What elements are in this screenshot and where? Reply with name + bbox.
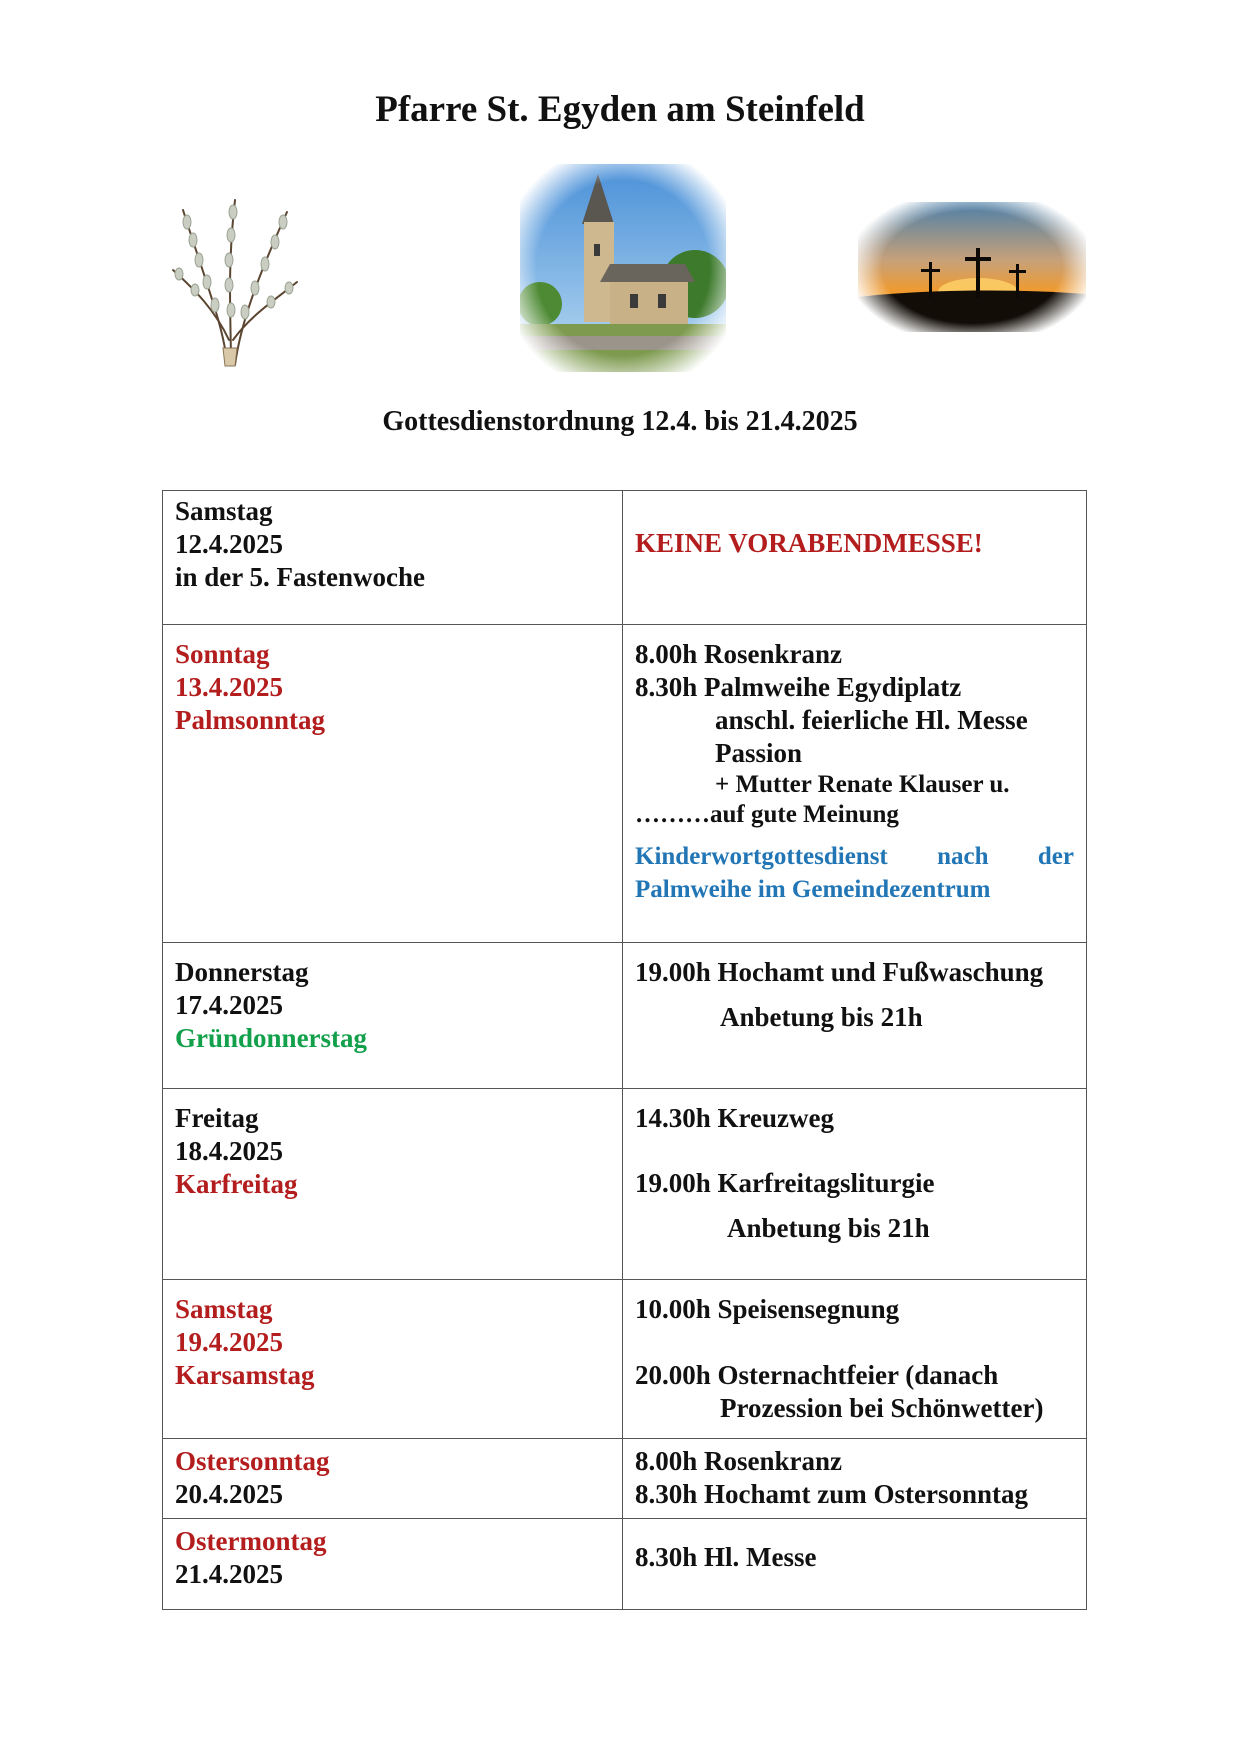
service-item: 8.30h Hochamt zum Ostersonntag [635, 1479, 1028, 1509]
table-row [163, 1439, 1087, 1519]
kids-service-note: Palmweihe im Gemeindezentrum [635, 876, 991, 903]
page-title: Pfarre St. Egyden am Steinfeld [375, 89, 865, 130]
info-cell [623, 625, 1087, 943]
date: 17.4.2025 [175, 990, 283, 1020]
info-cell [623, 1519, 1087, 1610]
table-row [163, 1280, 1087, 1439]
church-picture [520, 164, 726, 372]
date: 12.4.2025 [175, 529, 283, 559]
date: 13.4.2025 [175, 672, 283, 702]
service-item: Anbetung bis 21h [727, 1213, 930, 1243]
liturgical-day: Palmsonntag [175, 705, 326, 735]
date: 21.4.2025 [175, 1559, 283, 1589]
day-cell [163, 491, 623, 625]
day-cell [163, 1519, 623, 1610]
service-item: 8.00h Rosenkranz [635, 1446, 843, 1476]
day-cell [163, 625, 623, 943]
weekday: Ostermontag [175, 1526, 327, 1556]
service-item: 14.30h Kreuzweg [635, 1103, 834, 1133]
service-item: Passion [715, 738, 803, 768]
notice: KEINE VORABENDMESSE! [635, 528, 983, 558]
weekday: Donnerstag [175, 957, 309, 987]
date: 19.4.2025 [175, 1327, 283, 1357]
table-row [163, 625, 1087, 943]
info-cell [623, 1280, 1087, 1439]
header-pictures [0, 160, 1240, 385]
table-row [163, 1519, 1087, 1610]
liturgical-day: Karfreitag [175, 1169, 298, 1199]
service-item: 19.00h Hochamt und Fußwaschung [635, 957, 1044, 987]
service-item: 8.30h Palmweihe Egydiplatz [635, 672, 962, 702]
service-item: 19.00h Karfreitagsliturgie [635, 1168, 935, 1198]
table-row [163, 491, 1087, 625]
service-item: 20.00h Osternachtfeier (danach [635, 1360, 999, 1390]
info-cell [623, 1439, 1087, 1519]
day-cell [163, 1439, 623, 1519]
kids-service-note: Kinderwortgottesdienst nach der [635, 843, 1074, 870]
day-cell [163, 1089, 623, 1280]
date: 20.4.2025 [175, 1479, 283, 1509]
date: 18.4.2025 [175, 1136, 283, 1166]
service-item: ………auf gute Meinung [635, 801, 899, 828]
service-item: + Mutter Renate Klauser u. [715, 771, 1010, 798]
weekday: Freitag [175, 1103, 259, 1133]
liturgical-day: Karsamstag [175, 1360, 315, 1390]
weekday: Samstag [175, 496, 273, 526]
service-item: 8.00h Rosenkranz [635, 639, 843, 669]
day-cell [163, 943, 623, 1089]
willow-catkins-picture [165, 190, 305, 370]
info-cell [623, 491, 1087, 625]
table-row [163, 943, 1087, 1089]
info-cell [623, 943, 1087, 1089]
service-item: Prozession bei Schönwetter) [720, 1393, 1044, 1423]
weekday: Samstag [175, 1294, 273, 1324]
info-cell [623, 1089, 1087, 1280]
schedule-table [162, 490, 1087, 1610]
liturgical-day: in der 5. Fastenwoche [175, 562, 425, 592]
three-crosses-sunset-picture [858, 202, 1086, 332]
day-cell [163, 1280, 623, 1439]
service-item: Anbetung bis 21h [720, 1002, 923, 1032]
service-item: 8.30h Hl. Messe [635, 1542, 817, 1572]
subtitle: Gottesdienstordnung 12.4. bis 21.4.2025 [382, 406, 858, 437]
service-item: 10.00h Speisensegnung [635, 1294, 900, 1324]
service-item: anschl. feierliche Hl. Messe [715, 705, 1028, 735]
table-row [163, 1089, 1087, 1280]
weekday: Sonntag [175, 639, 270, 669]
weekday: Ostersonntag [175, 1446, 330, 1476]
liturgical-day: Gründonnerstag [175, 1023, 368, 1053]
